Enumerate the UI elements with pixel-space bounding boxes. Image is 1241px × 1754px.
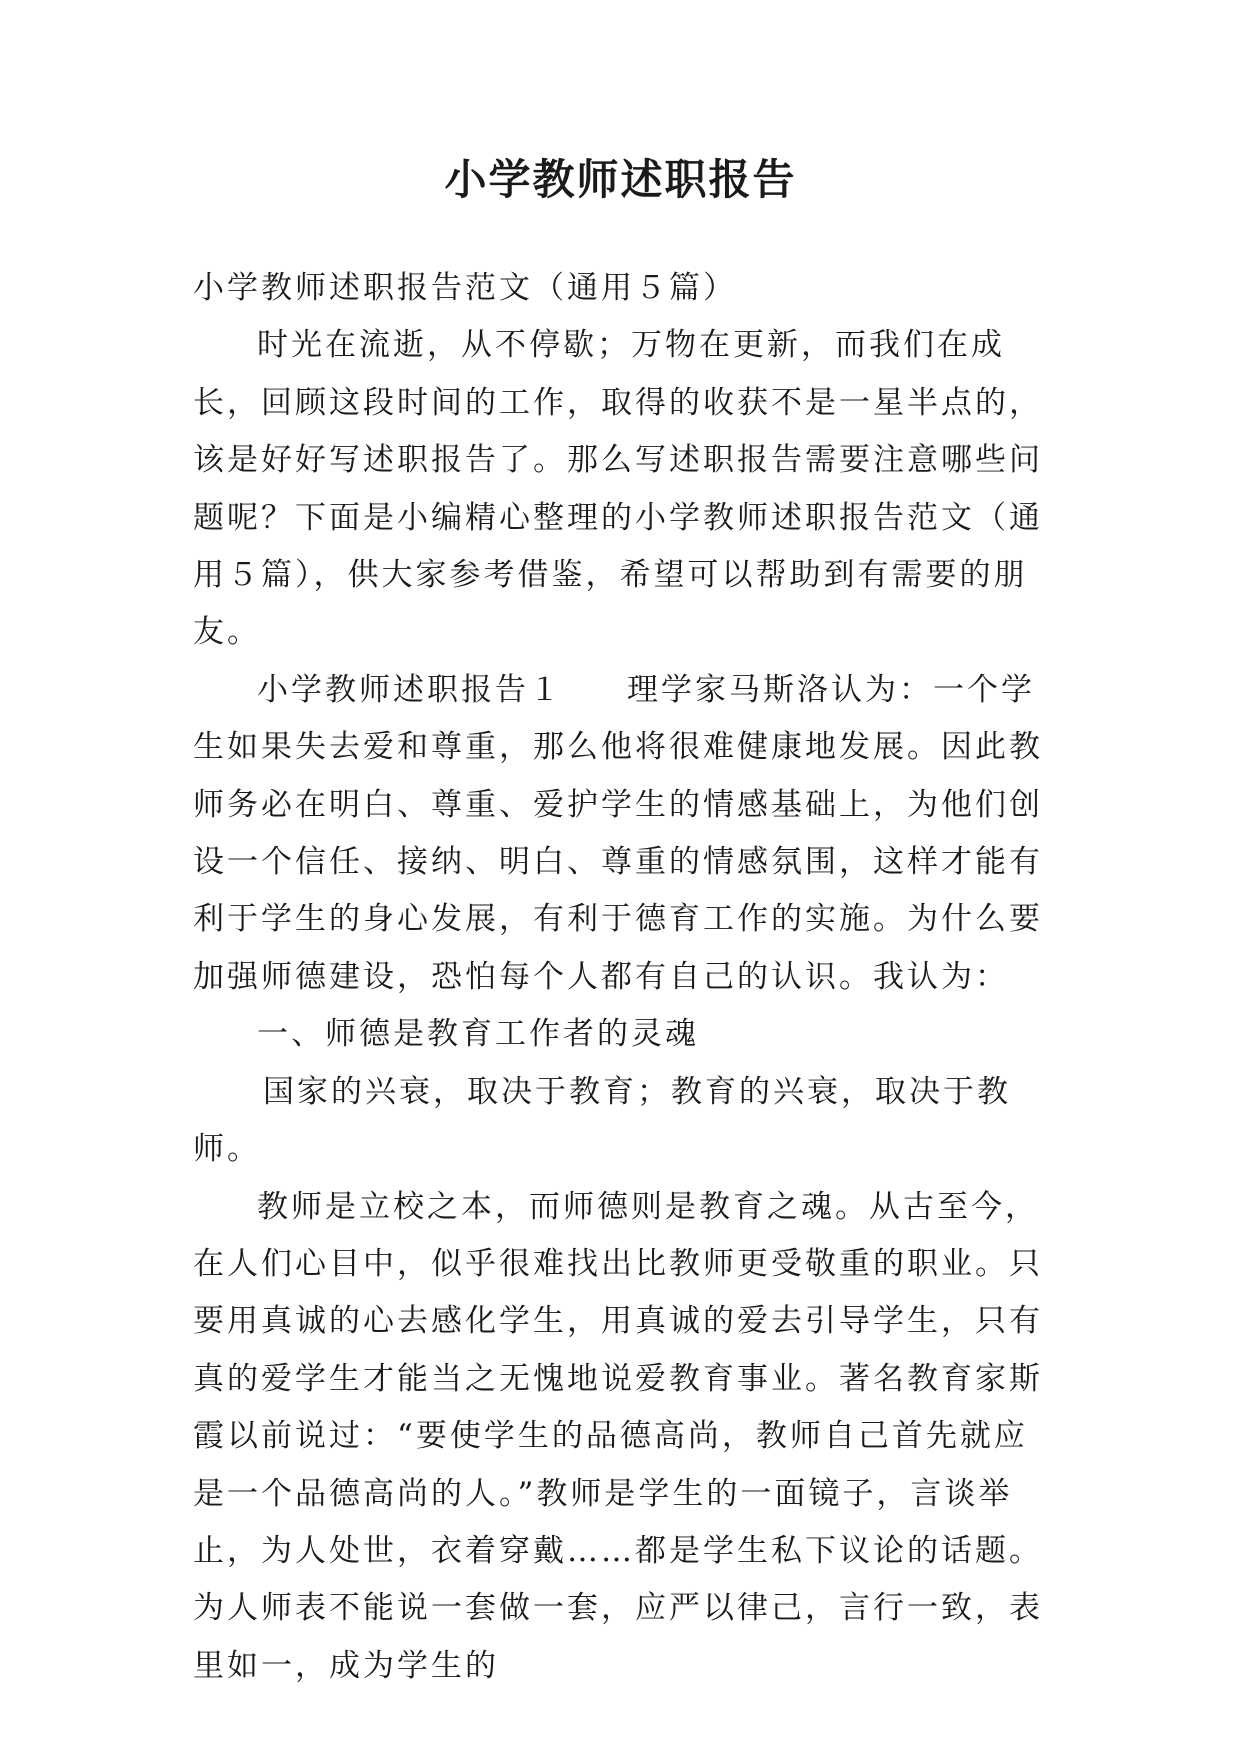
document-subtitle: 小学教师述职报告范文（通用５篇） — [193, 270, 737, 306]
nation-paragraph: 国家的兴衰，取决于教育；教育的兴衰，取决于教师。 — [193, 1073, 1011, 1168]
section-1-heading: 小学教师述职报告１ — [257, 671, 563, 708]
document-body — [193, 260, 1055, 1695]
section-1-paragraph — [193, 662, 1055, 1006]
intro-paragraph: 时光在流逝，从不停歇；万物在更新，而我们在成长，回顾这段时间的工作，取得的收获不是一星半点的，该是好好写述职报告了。那么写述职报告需要注意哪些问题呢？下面是小编精心整理的小学教师述职报告范文（通用５篇），供大家参考借鉴，希望可以帮助到有需要的朋友。 — [193, 327, 1043, 651]
section-1-text: 理学家马斯洛认为：一个学生如果失去爱和尊重，那么他将很难健康地发展。因此教师务必在明白、尊重、爱护学生的情感基础上，为他们创设一个信任、接纳、明白、尊重的情感氛围，这样才能有利于学生的身心发展，有利于德育工作的实施。为什么要加强师德建设，恐怕每个人都有自己的认识。我认为： — [193, 671, 1043, 995]
document-title: 小学教师述职报告 — [444, 155, 797, 204]
point-1-heading: 一、师德是教育工作者的灵魂 — [257, 1016, 699, 1053]
teacher-paragraph: 教师是立校之本，而师德则是教育之魂。从古至今，在人们心目中，似乎很难找出比教师更受敬重的职业。只要用真诚的心去感化学生，用真诚的爱去引导学生，只有真的爱学生才能当之无愧地说爱教育事业。著名教育家斯霞以前说过：“要使学生的品德高尚，教师自己首先就应是一个品德高尚的人。”教师是学生的一面镜子，言谈举止，为人处世，衣着穿戴……都是学生私下议论的话题。为人师表不能说一套做一套，应严以律己，言行一致，表里如一，成为学生的 — [193, 1188, 1043, 1684]
